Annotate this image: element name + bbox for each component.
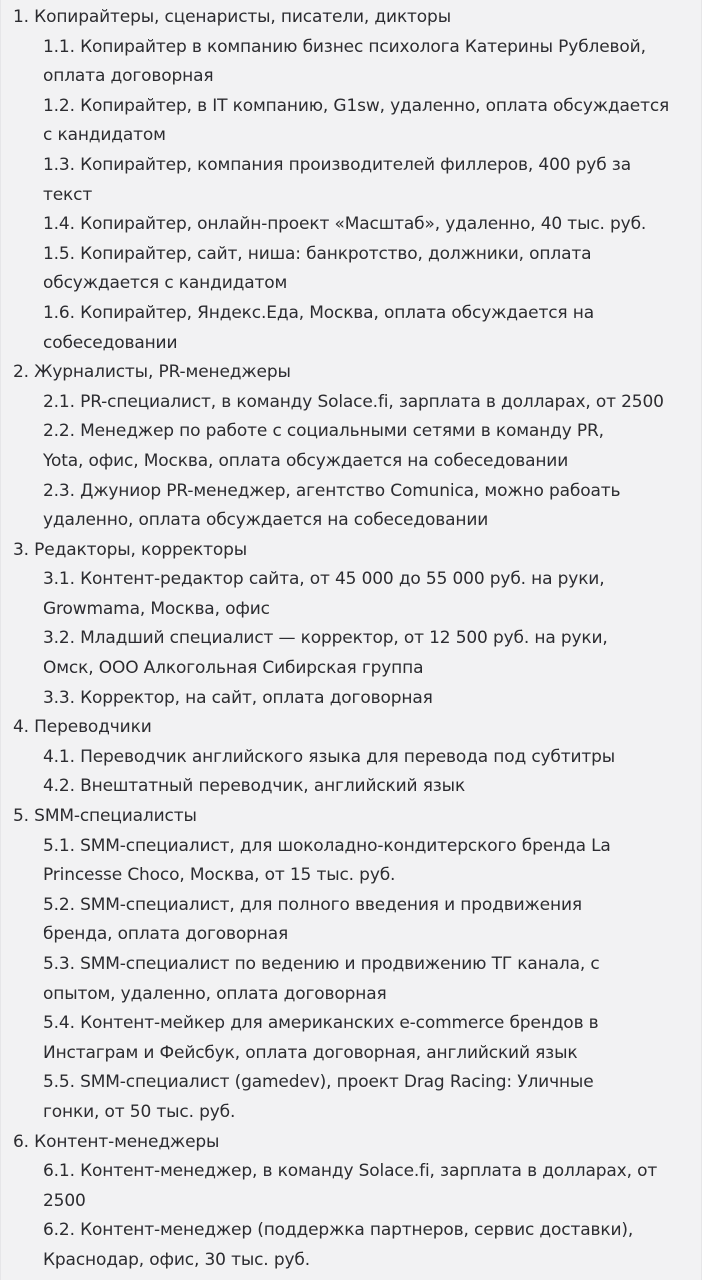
list-item-line: 1.4. Копирайтер, онлайн-проект «Масштаб», удаленно, 40 тыс. руб.: [43, 214, 647, 235]
section-title: 2. Журналисты, PR-менеджеры: [13, 362, 291, 383]
list-item-line: 2.1. PR-специалист, в команду Solace.fi, зарплата в долларах, от 2500: [43, 391, 664, 412]
list-item: [1, 240, 701, 299]
list-item-line: гонки, от 50 тыс. руб.: [43, 1101, 236, 1122]
section: [1, 1128, 701, 1276]
list-item-line: 1.2. Копирайтер, в IT компанию, G1sw, удаленно, оплата обсуждается: [43, 95, 670, 116]
list-item-line: Growmama, Москва, офис: [43, 598, 270, 619]
list-item-line: 2500: [43, 1190, 86, 1211]
list-item-line: 1.3. Копирайтер, компания производителей филлеров, 400 руб за: [43, 154, 631, 175]
list-item: [1, 832, 701, 891]
list-item: [1, 1157, 701, 1216]
list-item: [1, 743, 701, 773]
list-item: [1, 1009, 701, 1068]
list-item-line: 4.2. Внештатный переводчик, английский язык: [43, 776, 466, 797]
list-item-line: 1.5. Копирайтер, сайт, ниша: банкротство, должники, оплата: [43, 243, 592, 264]
list-item: [1, 1216, 701, 1275]
list-item: [1, 417, 701, 476]
list-item-line: Краснодар, офис, 30 тыс. руб.: [43, 1249, 310, 1270]
list-item: [1, 684, 701, 714]
list-item-line: 5.2. SMM-специалист, для полного введения и продвижения: [43, 894, 582, 915]
section: [1, 802, 701, 1128]
list-item-line: бренда, оплата договорная: [43, 924, 289, 945]
list-item-line: Princesse Choco, Москва, от 15 тыс. руб.: [43, 865, 396, 886]
list-item-line: 6.1. Контент-менеджер, в команду Solace.fi, зарплата в долларах, от: [43, 1161, 658, 1182]
list-item-line: 6.2. Контент-менеджер (поддержка партнеров, сервис доставки),: [43, 1220, 634, 1241]
list-item-line: 5.1. SMM-специалист, для шоколадно-кондитерского бренда La: [43, 835, 611, 856]
list-item: [1, 891, 701, 950]
list-item-line: с кандидатом: [43, 125, 166, 146]
list-item-line: оплата договорная: [43, 66, 214, 87]
list-item-line: Yota, офис, Москва, оплата обсуждается на собеседовании: [43, 450, 569, 471]
list-item-line: 4.1. Переводчик английского языка для перевода под субтитры: [43, 746, 616, 767]
section: [1, 3, 701, 358]
section-title: 6. Контент-менеджеры: [13, 1131, 220, 1152]
section-title: 5. SMM-специалисты: [13, 806, 197, 827]
list-item-line: 2.2. Менеджер по работе с социальными сетями в команду PR,: [43, 421, 604, 442]
section: [1, 358, 701, 536]
section: [1, 536, 701, 714]
list-item: [1, 477, 701, 536]
list-item-line: текст: [43, 184, 93, 205]
list-item: [1, 565, 701, 624]
list-item: [1, 624, 701, 683]
list-item-line: 2.3. Джуниор PR-менеджер, агентство Comunica, можно рабоать: [43, 480, 621, 501]
section-title: 4. Переводчики: [13, 717, 152, 738]
section: [1, 713, 701, 802]
list-item: [1, 151, 701, 210]
list-item: [1, 33, 701, 92]
list-item-line: 5.4. Контент-мейкер для американских e-commerce брендов в: [43, 1013, 599, 1034]
list-item-line: удаленно, оплата обсуждается на собеседовании: [43, 510, 489, 531]
list-item: [1, 92, 701, 151]
list-item-line: 1.6. Копирайтер, Яндекс.Еда, Москва, оплата обсуждается на: [43, 302, 594, 323]
list-item-line: 5.3. SMM-специалист по ведению и продвижению ТГ канала, с: [43, 954, 600, 974]
list-item-line: 3.3. Корректор, на сайт, оплата договорная: [43, 687, 433, 708]
list-item-line: Инстаграм и Фейсбук, оплата договорная, английский язык: [43, 1042, 578, 1063]
list-item: [1, 772, 701, 802]
section-title: 3. Редакторы, корректоры: [13, 539, 247, 560]
list-item-line: 5.5. SMM-специалист (gamedev), проект Drag Racing: Уличные: [43, 1072, 594, 1093]
list-item-line: обсуждается с кандидатом: [43, 273, 288, 294]
list-item-line: Омск, ООО Алкогольная Сибирская группа: [43, 658, 424, 679]
list-item: [1, 388, 701, 418]
section-title: 1. Копирайтеры, сценаристы, писатели, дикторы: [13, 7, 451, 27]
list-item: [1, 1068, 701, 1127]
list-item-line: 3.2. Младший специалист — корректор, от 12 500 руб. на руки,: [43, 628, 608, 649]
list-item-line: собеседовании: [43, 332, 178, 353]
list-item-line: опытом, удаленно, оплата договорная: [43, 983, 387, 1004]
list-item-line: 3.1. Контент-редактор сайта, от 45 000 до 55 000 руб. на руки,: [43, 569, 605, 590]
list-item: [1, 299, 701, 358]
list-item-line: 1.1. Копирайтер в компанию бизнес психолога Катерины Рублевой,: [43, 36, 646, 57]
list-item: [1, 210, 701, 240]
list-item: [1, 950, 701, 1009]
